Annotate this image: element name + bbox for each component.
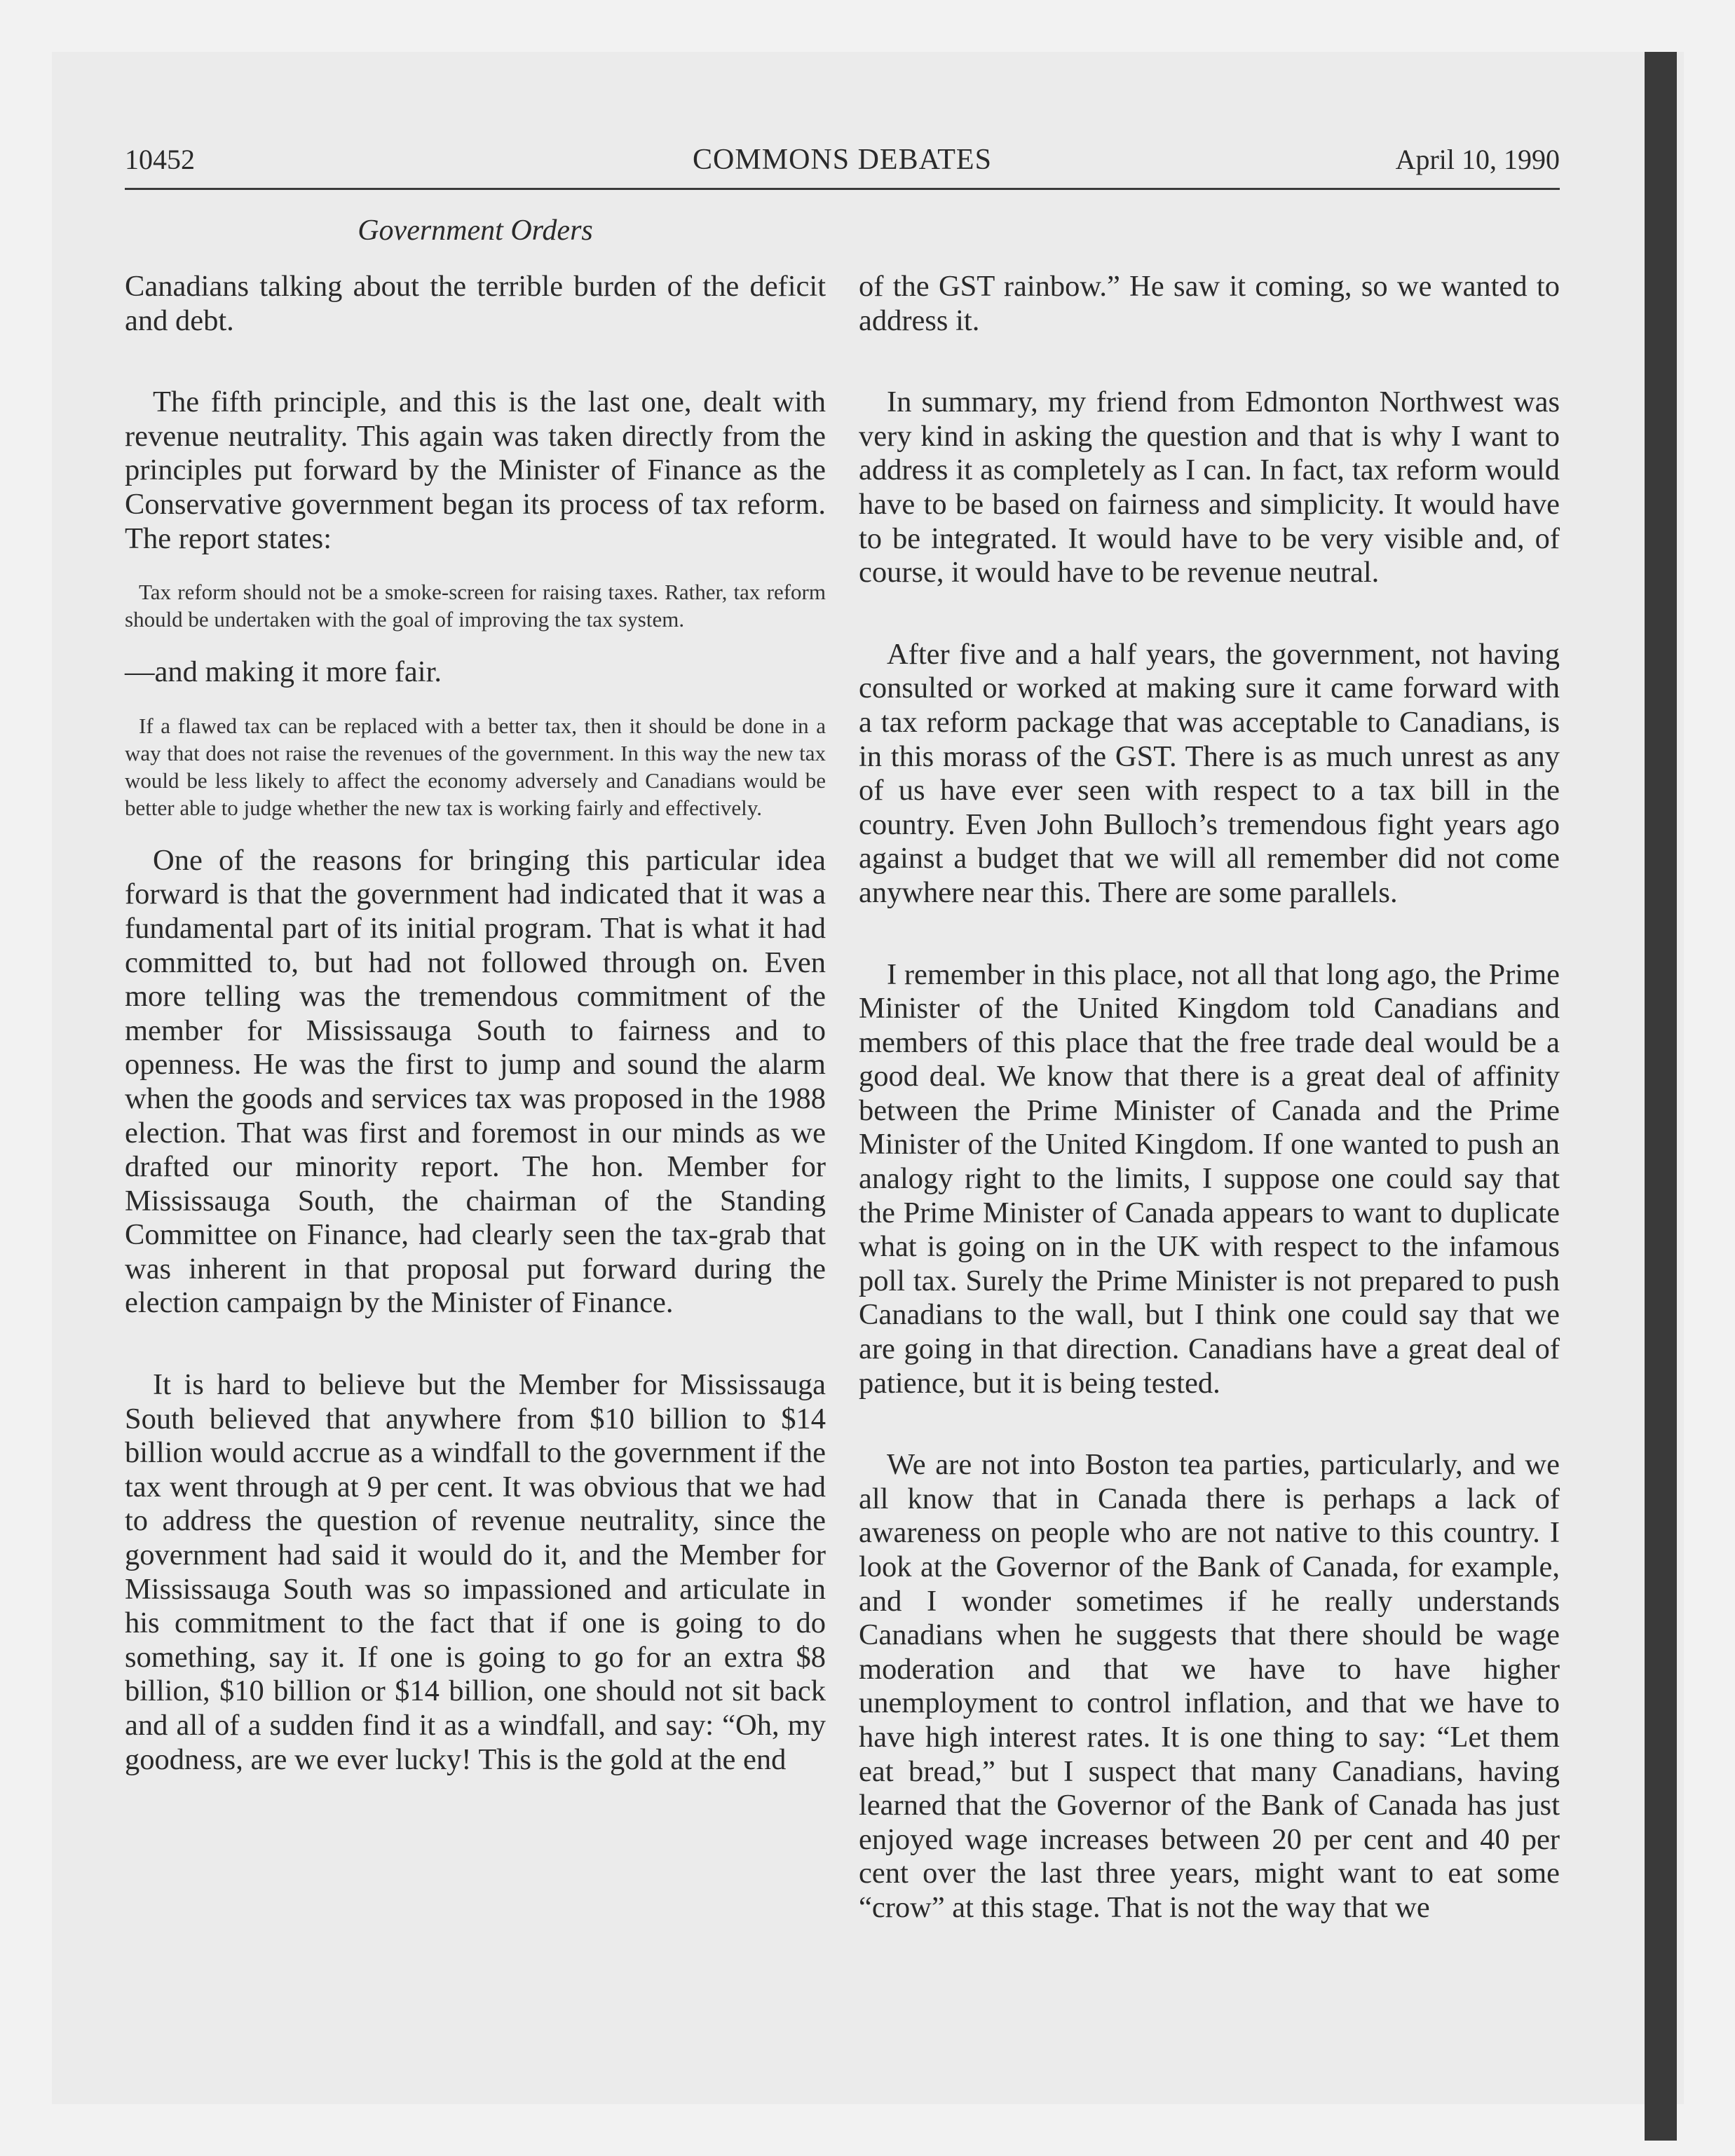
left-column bbox=[125, 270, 826, 1777]
page-number: 10452 bbox=[125, 144, 195, 175]
paragraph: It is hard to believe but the Member for Mississauga South believed that anywhere from $10 billion to $14 billion would accrue as a windfall to the government if the tax went through at 9 per cent. It was obvious that we had to address the question of revenue neutrality, since the government had said it would do it, and the Member for Mississauga South was so impassioned and articulate in his commitment to the fact that if one is going to do something, say it. If one is going to go for an extra $8 billion, $10 billion or $14 billion, one should not sit back and all of a sudden find it as a windfall, and say: “Oh, my goodness, are we ever lucky! This is the gold at the end bbox=[125, 1368, 826, 1776]
block-quote: If a flawed tax can be replaced with a better tax, then it should be done in a way that does not raise the revenues of the government. In this way the new tax would be less likely to affect the economy adversely and Canadians would be better able to judge whether the new tax is working fairly and effectively. bbox=[125, 713, 826, 820]
paragraph: of the GST rainbow.” He saw it coming, so we wanted to address it. bbox=[859, 270, 1560, 337]
header-date: April 10, 1990 bbox=[1395, 144, 1560, 175]
right-column bbox=[859, 270, 1560, 1925]
page-header bbox=[125, 139, 1560, 190]
section-title: Government Orders bbox=[358, 214, 593, 247]
paragraph: One of the reasons for bringing this particular idea forward is that the government had indicated that it was a fundamental part of its initial program. That is what it had committed to, but had not followed through on. Even more telling was the tremendous commitment of the member for Mississauga South to fairness and to openness. He was the first to jump and sound the alarm when the goods and services tax was proposed in the 1988 election. That was first and foremost in our minds as we drafted our minority report. The hon. Member for Mississauga South, the chairman of the Standing Committee on Finance, had clearly seen the tax-grab that was inherent in that proposal put forward during the election campaign by the Minister of Finance. bbox=[125, 843, 826, 1320]
paragraph: Canadians talking about the terrible burden of the deficit and debt. bbox=[125, 270, 826, 337]
paragraph: We are not into Boston tea parties, particularly, and we all know that in Canada there is perhaps a lack of awareness on people who are not native to this country. I look at the Governor of the Bank of Canada, for example, and I wonder sometimes if he really understands Canadians when he suggests that there should be wage moderation and that we have to have higher unemployment to control inflation, and that we have to have high interest rates. It is one thing to say: “Let them eat bread,” but I suspect that many Canadians, having learned that the Governor of the Bank of Canada has just enjoyed wage increases between 20 per cent and 40 per cent over the last three years, might want to eat some “crow” at this stage. That is not the way that we bbox=[859, 1448, 1560, 1924]
paragraph: I remember in this place, not all that long ago, the Prime Minister of the United Kingdom told Canadians and members of this place that the free trade deal would be a good deal. We know that there is a great deal of affinity between the Prime Minister of Canada and the Prime Minister of the United Kingdom. If one wanted to push an analogy right to the limits, I suppose one could say that the Prime Minister of Canada appears to want to duplicate what is going on in the UK with respect to the infamous poll tax. Surely the Prime Minister is not prepared to push Canadians to the wall, but I think one could say that we are going in that direction. Canadians have a great deal of patience, but it is being tested. bbox=[859, 957, 1560, 1400]
paragraph: The fifth principle, and this is the last one, dealt with revenue neutrality. This again was taken directly from the principles put forward by the Minister of Finance as the Conservative government began its process of tax reform. The report states: bbox=[125, 386, 826, 555]
journal-title: COMMONS DEBATES bbox=[693, 144, 992, 176]
paragraph: —and making it more fair. bbox=[125, 655, 442, 689]
scan-edge-bar bbox=[1645, 52, 1677, 2141]
paragraph: After five and a half years, the government, not having consulted or worked at making sure it came forward with a tax reform package that was acceptable to Canadians, is in this morass of the GST. There is as much unrest as any of us have ever seen with respect to a tax bill in the country. Even John Bulloch’s tremendous fight years ago against a budget that we will all remember did not come anywhere near this. There are some parallels. bbox=[859, 637, 1560, 909]
block-quote: Tax reform should not be a smoke-screen for raising taxes. Rather, tax reform should be undertaken with the goal of improving the tax system. bbox=[125, 580, 826, 632]
paragraph: In summary, my friend from Edmonton Northwest was very kind in asking the question and that is why I want to address it as completely as I can. In fact, tax reform would have to be based on fairness and simplicity. It would have to be integrated. It would have to be very visible and, of course, it would have to be revenue neutral. bbox=[859, 386, 1560, 589]
